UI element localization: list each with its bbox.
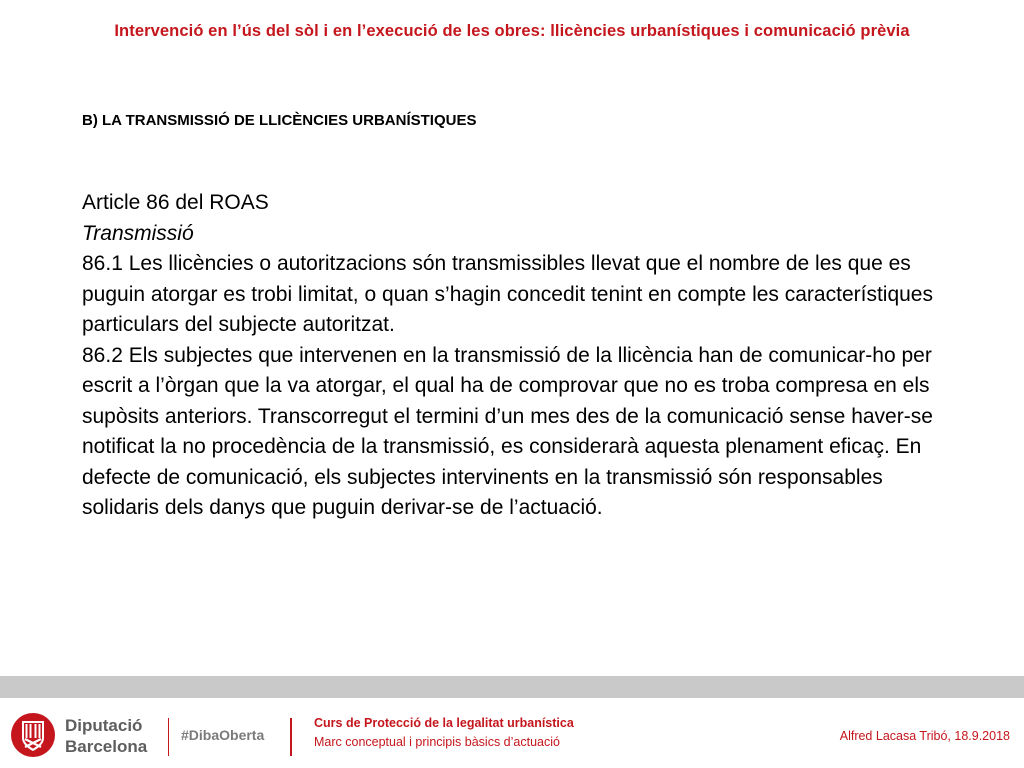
article-block <box>82 188 952 524</box>
article-paragraph-86-2: 86.2 Els subjectes que intervenen en la transmissió de la llicència han de comunicar-ho per escrit a l’òrgan que la va atorgar, el qual ha de comprovar que no es troba compresa en els supòsits anteriors. Transcorregut el termini d’un mes des de la comunicació sense haver-se notificat la no procedència de la transmissió, es considerarà aquesta plenament eficaç. En defecte de comunicació, els subjectes intervinents en la transmissió són responsables solidaris dels danys que puguin derivar-se de l’actuació. <box>82 343 933 519</box>
course-subtitle: Marc conceptual i principis bàsics d’actuació <box>314 735 560 749</box>
author-date: Alfred Lacasa Tribó, 18.9.2018 <box>839 729 1010 743</box>
brand-divider <box>168 718 169 756</box>
section-heading: B) LA TRANSMISSIÓ DE LLICÈNCIES URBANÍSTIQUES <box>82 112 477 129</box>
hashtag-label: #DibaOberta <box>181 727 265 743</box>
brand-name <box>65 715 147 757</box>
footer-stripe <box>0 676 1024 698</box>
brand-name-line1: Diputació <box>65 716 143 735</box>
article-paragraph-86-1: 86.1 Les llicències o autoritzacions són transmissibles llevat que el nombre de les que es puguin atorgar es trobi limitat, o quan s’hagin concedit tenint en compte les característiques particulars del subjecte autoritzat. <box>82 252 933 336</box>
article-subtitle: Transmissió <box>82 221 194 245</box>
diputacio-barcelona-shield-icon <box>10 712 56 758</box>
article-title: Article 86 del ROAS <box>82 191 269 214</box>
course-title: Curs de Protecció de la legalitat urbanística <box>314 716 574 730</box>
brand-name-line2: Barcelona <box>65 737 148 756</box>
slide-header-title: Intervenció en l’ús del sòl i en l’execució de les obres: llicències urbanístiques i comunicació prèvia <box>114 22 910 40</box>
course-divider <box>290 718 292 756</box>
